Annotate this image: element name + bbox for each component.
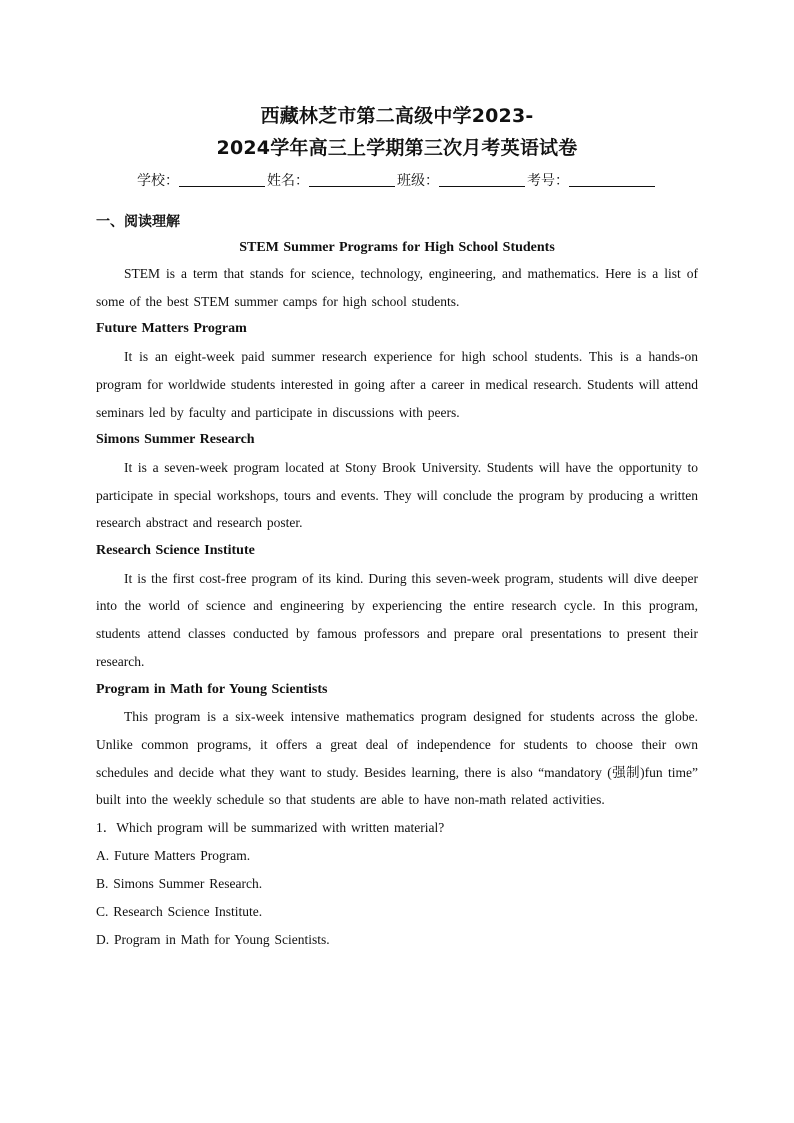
- school-label: 学校：: [137, 173, 179, 189]
- program-text-research-science: It is the first cost-free program of its kind. During this seven-week program, students will dive deeper into the world of science and engineering by experiencing the entire research cycle. In this program, students attend classes conducted by famous professors and prepare oral presentations to present their research.: [96, 570, 698, 669]
- option-c[interactable]: C. Research Science Institute.: [96, 904, 263, 920]
- exam-title-line2: 2024学年高三上学期第三次月考英语试卷: [216, 137, 578, 159]
- exam-number-blank[interactable]: [569, 172, 655, 187]
- option-b[interactable]: B. Simons Summer Research.: [96, 876, 263, 892]
- option-a[interactable]: A. Future Matters Program.: [96, 848, 251, 864]
- program-text-simons: It is a seven-week program located at Stony Brook University. Students will have the opportunity to participate in special workshops, tours and events. They will conclude the program by producing a written research abstract and research poster.: [96, 459, 698, 531]
- program-text-math-young-scientists: This program is a six-week intensive mathematics program designed for students across the globe. Unlike common programs, it offers a great deal of independence for students to choose their own schedules and decide what they want to study. Besides learning, there is also “mandatory (强制)fun time” built into the weekly schedule so that students are able to have non-math related activities.: [96, 709, 698, 808]
- exam-number-label: 考号：: [527, 173, 569, 189]
- program-text-future-matters: It is an eight-week paid summer research experience for high school students. This is a hands-on program for worldwide students interested in going after a career in medical research. Students will attend seminars led by faculty and participate in discussions with peers.: [96, 349, 698, 420]
- program-name-math-young-scientists: Program in Math for Young Scientists: [96, 681, 328, 697]
- class-label: 班级：: [397, 173, 439, 189]
- article-title: STEM Summer Programs for High School Students: [239, 240, 555, 255]
- article-intro: STEM is a term that stands for science, technology, engineering, and mathematics. Here is a list of some of the best STEM summer camps for high school students.: [96, 266, 698, 309]
- question-1: [96, 814, 698, 842]
- name-blank[interactable]: [309, 172, 395, 187]
- question-number: 1．: [96, 820, 117, 836]
- student-info-fields: [96, 168, 698, 194]
- question-stem: Which program will be summarized with written material?: [116, 820, 445, 836]
- school-blank[interactable]: [179, 172, 265, 187]
- exam-page: [96, 96, 698, 954]
- program-name-research-science: Research Science Institute: [96, 543, 255, 559]
- program-name-simons: Simons Summer Research: [96, 432, 255, 448]
- class-blank[interactable]: [439, 172, 525, 187]
- option-d[interactable]: D. Program in Math for Young Scientists.: [96, 932, 330, 948]
- name-label: 姓名：: [267, 173, 309, 189]
- section-heading: 一、阅读理解: [96, 214, 180, 230]
- exam-title-line1: 西藏林芝市第二高级中学2023-: [260, 105, 534, 127]
- program-name-future-matters: Future Matters Program: [96, 321, 247, 337]
